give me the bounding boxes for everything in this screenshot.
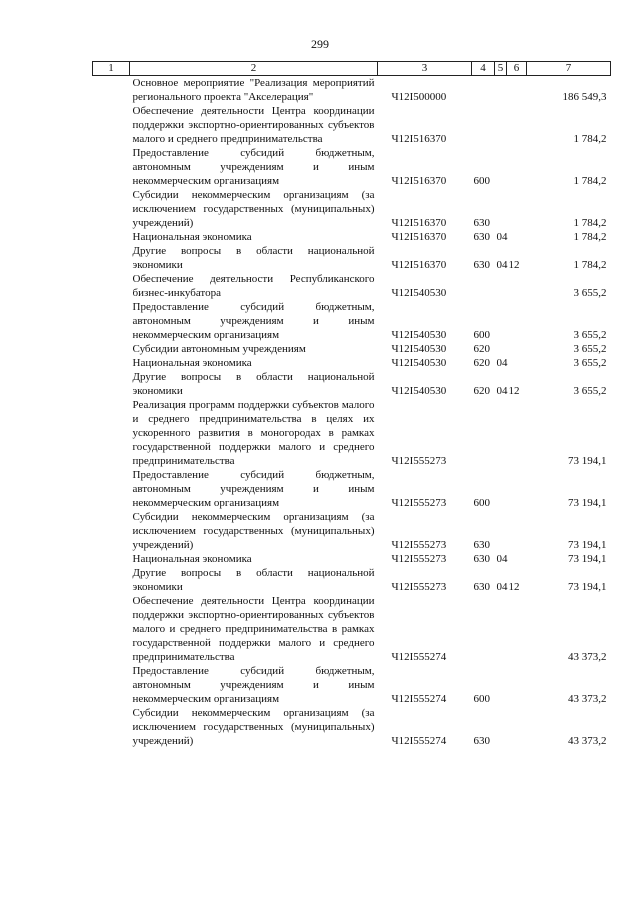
subsection-code bbox=[507, 594, 527, 664]
row-name: Предоставление субсидий бюджетным, автономным учреждениям и иным некоммерческим организациям bbox=[132, 665, 375, 705]
section-code: 04 bbox=[496, 581, 508, 593]
empty-cell bbox=[93, 370, 130, 398]
section-code bbox=[495, 146, 507, 188]
expense-type-code: 630 bbox=[473, 581, 490, 593]
row-name: Субсидии некоммерческим организациям (за исключением государственных (муниципальных) учреждений) bbox=[132, 707, 375, 747]
amount: 73 194,1 bbox=[568, 553, 607, 565]
subsection-code bbox=[507, 104, 527, 146]
row-name: Предоставление субсидий бюджетным, автономным учреждениям и иным некоммерческим организациям bbox=[132, 301, 375, 341]
row-name: Национальная экономика bbox=[132, 357, 252, 369]
empty-cell bbox=[93, 566, 130, 594]
target-article-code: Ч12I540530 bbox=[391, 287, 447, 299]
column-number-3: 3 bbox=[378, 62, 472, 76]
row-name: Обеспечение деятельности Центра координации поддержки экспортно-ориентированных субъектов малого и среднего предпринимательства bbox=[132, 105, 375, 145]
subsection-code bbox=[507, 300, 527, 342]
expense-type-code: 620 bbox=[473, 385, 490, 397]
section-code bbox=[495, 398, 507, 468]
section-code: 04 bbox=[496, 553, 508, 565]
subsection-code bbox=[507, 76, 527, 105]
subsection-code bbox=[507, 356, 527, 370]
expense-type-code bbox=[472, 398, 495, 468]
empty-cell bbox=[93, 104, 130, 146]
section-code bbox=[495, 594, 507, 664]
empty-cell bbox=[93, 510, 130, 552]
amount: 43 373,2 bbox=[568, 651, 607, 663]
table-row bbox=[93, 104, 611, 146]
empty-cell bbox=[93, 706, 130, 748]
empty-cell bbox=[93, 664, 130, 706]
section-code bbox=[495, 300, 507, 342]
column-number-1: 1 bbox=[93, 62, 130, 76]
amount: 186 549,3 bbox=[562, 91, 607, 103]
target-article-code: Ч12I555274 bbox=[391, 735, 447, 747]
section-code bbox=[495, 468, 507, 510]
table-row bbox=[93, 342, 611, 356]
subsection-code bbox=[507, 510, 527, 552]
subsection-code bbox=[507, 188, 527, 230]
expense-type-code: 630 bbox=[473, 231, 490, 243]
target-article-code: Ч12I540530 bbox=[391, 343, 447, 355]
row-name: Основное мероприятие "Реализация мероприятий регионального проекта "Акселерация" bbox=[132, 77, 375, 103]
target-article-code: Ч12I555274 bbox=[391, 693, 447, 705]
empty-cell bbox=[93, 468, 130, 510]
amount: 3 655,2 bbox=[573, 343, 607, 355]
budget-table bbox=[92, 61, 611, 748]
section-code bbox=[495, 104, 507, 146]
section-code: 04 bbox=[496, 385, 508, 397]
amount: 3 655,2 bbox=[573, 357, 607, 369]
subsection-code bbox=[507, 552, 527, 566]
empty-cell bbox=[93, 398, 130, 468]
table-row bbox=[93, 552, 611, 566]
section-code bbox=[495, 188, 507, 230]
expense-type-code bbox=[472, 594, 495, 664]
section-code bbox=[495, 76, 507, 105]
amount: 3 655,2 bbox=[573, 329, 607, 341]
row-name: Обеспечение деятельности Республиканского бизнес-инкубатора bbox=[132, 273, 375, 299]
subsection-code bbox=[507, 146, 527, 188]
section-code bbox=[495, 342, 507, 356]
target-article-code: Ч12I540530 bbox=[391, 329, 447, 341]
target-article-code: Ч12I500000 bbox=[391, 91, 447, 103]
expense-type-code: 620 bbox=[473, 357, 490, 369]
row-name: Предоставление субсидий бюджетным, автономным учреждениям и иным некоммерческим организациям bbox=[132, 147, 375, 187]
subsection-code bbox=[507, 706, 527, 748]
empty-cell bbox=[93, 552, 130, 566]
empty-cell bbox=[93, 244, 130, 272]
target-article-code: Ч12I540530 bbox=[391, 357, 447, 369]
column-number-2: 2 bbox=[130, 62, 378, 76]
row-name: Другие вопросы в области национальной экономики bbox=[132, 371, 375, 397]
section-code: 04 bbox=[496, 259, 508, 271]
expense-type-code: 630 bbox=[473, 259, 490, 271]
table-row bbox=[93, 188, 611, 230]
amount: 73 194,1 bbox=[568, 455, 607, 467]
table-row bbox=[93, 300, 611, 342]
table-row bbox=[93, 706, 611, 748]
table-row bbox=[93, 594, 611, 664]
amount: 3 655,2 bbox=[573, 287, 607, 299]
page-number: 299 bbox=[311, 37, 329, 51]
table-row bbox=[93, 272, 611, 300]
amount: 43 373,2 bbox=[568, 735, 607, 747]
target-article-code: Ч12I555273 bbox=[391, 497, 447, 509]
empty-cell bbox=[93, 300, 130, 342]
amount: 1 784,2 bbox=[573, 231, 607, 243]
column-number-5: 5 bbox=[495, 62, 507, 76]
expense-type-code bbox=[472, 104, 495, 146]
expense-type-code: 620 bbox=[473, 343, 490, 355]
column-number-4: 4 bbox=[472, 62, 495, 76]
column-numbers-header bbox=[93, 62, 611, 76]
empty-cell bbox=[93, 146, 130, 188]
subsection-code bbox=[507, 342, 527, 356]
empty-cell bbox=[93, 76, 130, 105]
target-article-code: Ч12I555273 bbox=[391, 455, 447, 467]
section-code: 04 bbox=[496, 357, 508, 369]
table-row bbox=[93, 146, 611, 188]
target-article-code: Ч12I555273 bbox=[391, 539, 447, 551]
target-article-code: Ч12I555273 bbox=[391, 553, 447, 565]
expense-type-code bbox=[472, 272, 495, 300]
expense-type-code: 630 bbox=[473, 539, 490, 551]
row-name: Субсидии автономным учреждениям bbox=[132, 343, 306, 355]
row-name: Реализация программ поддержки субъектов малого и среднего предпринимательства в целях их ускоренного развития в моногородах в рамках государственной поддержки малого и среднего предпринимательства bbox=[132, 399, 375, 467]
table-row bbox=[93, 230, 611, 244]
amount: 43 373,2 bbox=[568, 693, 607, 705]
table-row bbox=[93, 510, 611, 552]
target-article-code: Ч12I555274 bbox=[391, 651, 447, 663]
expense-type-code: 630 bbox=[473, 735, 490, 747]
target-article-code: Ч12I516370 bbox=[391, 133, 447, 145]
table-row bbox=[93, 468, 611, 510]
row-name: Субсидии некоммерческим организациям (за исключением государственных (муниципальных) учреждений) bbox=[132, 511, 375, 551]
section-code bbox=[495, 664, 507, 706]
expense-type-code: 630 bbox=[473, 217, 490, 229]
row-name: Другие вопросы в области национальной экономики bbox=[132, 567, 375, 593]
empty-cell bbox=[93, 272, 130, 300]
subsection-code: 12 bbox=[508, 581, 520, 593]
table-row bbox=[93, 398, 611, 468]
expense-type-code: 630 bbox=[473, 553, 490, 565]
subsection-code bbox=[507, 230, 527, 244]
target-article-code: Ч12I540530 bbox=[391, 385, 447, 397]
target-article-code: Ч12I516370 bbox=[391, 175, 447, 187]
expense-type-code bbox=[472, 76, 495, 105]
section-code bbox=[495, 272, 507, 300]
row-name: Другие вопросы в области национальной экономики bbox=[132, 245, 375, 271]
row-name: Субсидии некоммерческим организациям (за исключением государственных (муниципальных) учреждений) bbox=[132, 189, 375, 229]
row-name: Национальная экономика bbox=[132, 553, 252, 565]
table-row bbox=[93, 370, 611, 398]
row-name: Национальная экономика bbox=[132, 231, 252, 243]
amount: 1 784,2 bbox=[573, 217, 607, 229]
table-body bbox=[93, 76, 611, 749]
header-row bbox=[93, 62, 611, 76]
empty-cell bbox=[93, 230, 130, 244]
subsection-code: 12 bbox=[508, 385, 520, 397]
target-article-code: Ч12I516370 bbox=[391, 217, 447, 229]
table-row bbox=[93, 244, 611, 272]
section-code bbox=[495, 706, 507, 748]
target-article-code: Ч12I516370 bbox=[391, 259, 447, 271]
subsection-code bbox=[507, 398, 527, 468]
amount: 3 655,2 bbox=[573, 385, 607, 397]
row-name: Обеспечение деятельности Центра координации поддержки экспортно-ориентированных субъектов малого и среднего предпринимательства в рамках государственной поддержки малого и среднего предпринимательства bbox=[132, 595, 375, 663]
subsection-code bbox=[507, 272, 527, 300]
table-row bbox=[93, 356, 611, 370]
expense-type-code: 600 bbox=[473, 175, 490, 187]
expense-type-code: 600 bbox=[473, 497, 490, 509]
empty-cell bbox=[93, 356, 130, 370]
empty-cell bbox=[93, 342, 130, 356]
subsection-code: 12 bbox=[508, 259, 520, 271]
subsection-code bbox=[507, 664, 527, 706]
amount: 1 784,2 bbox=[573, 133, 607, 145]
section-code: 04 bbox=[496, 231, 508, 243]
amount: 73 194,1 bbox=[568, 539, 607, 551]
target-article-code: Ч12I516370 bbox=[391, 231, 447, 243]
empty-cell bbox=[93, 594, 130, 664]
table-row bbox=[93, 76, 611, 105]
table-row bbox=[93, 664, 611, 706]
expense-type-code: 600 bbox=[473, 329, 490, 341]
amount: 1 784,2 bbox=[573, 175, 607, 187]
column-number-7: 7 bbox=[527, 62, 611, 76]
amount: 1 784,2 bbox=[573, 259, 607, 271]
amount: 73 194,1 bbox=[568, 497, 607, 509]
amount: 73 194,1 bbox=[568, 581, 607, 593]
target-article-code: Ч12I555273 bbox=[391, 581, 447, 593]
empty-cell bbox=[93, 188, 130, 230]
row-name: Предоставление субсидий бюджетным, автономным учреждениям и иным некоммерческим организациям bbox=[132, 469, 375, 509]
column-number-6: 6 bbox=[507, 62, 527, 76]
expense-type-code: 600 bbox=[473, 693, 490, 705]
table-row bbox=[93, 566, 611, 594]
subsection-code bbox=[507, 468, 527, 510]
section-code bbox=[495, 510, 507, 552]
